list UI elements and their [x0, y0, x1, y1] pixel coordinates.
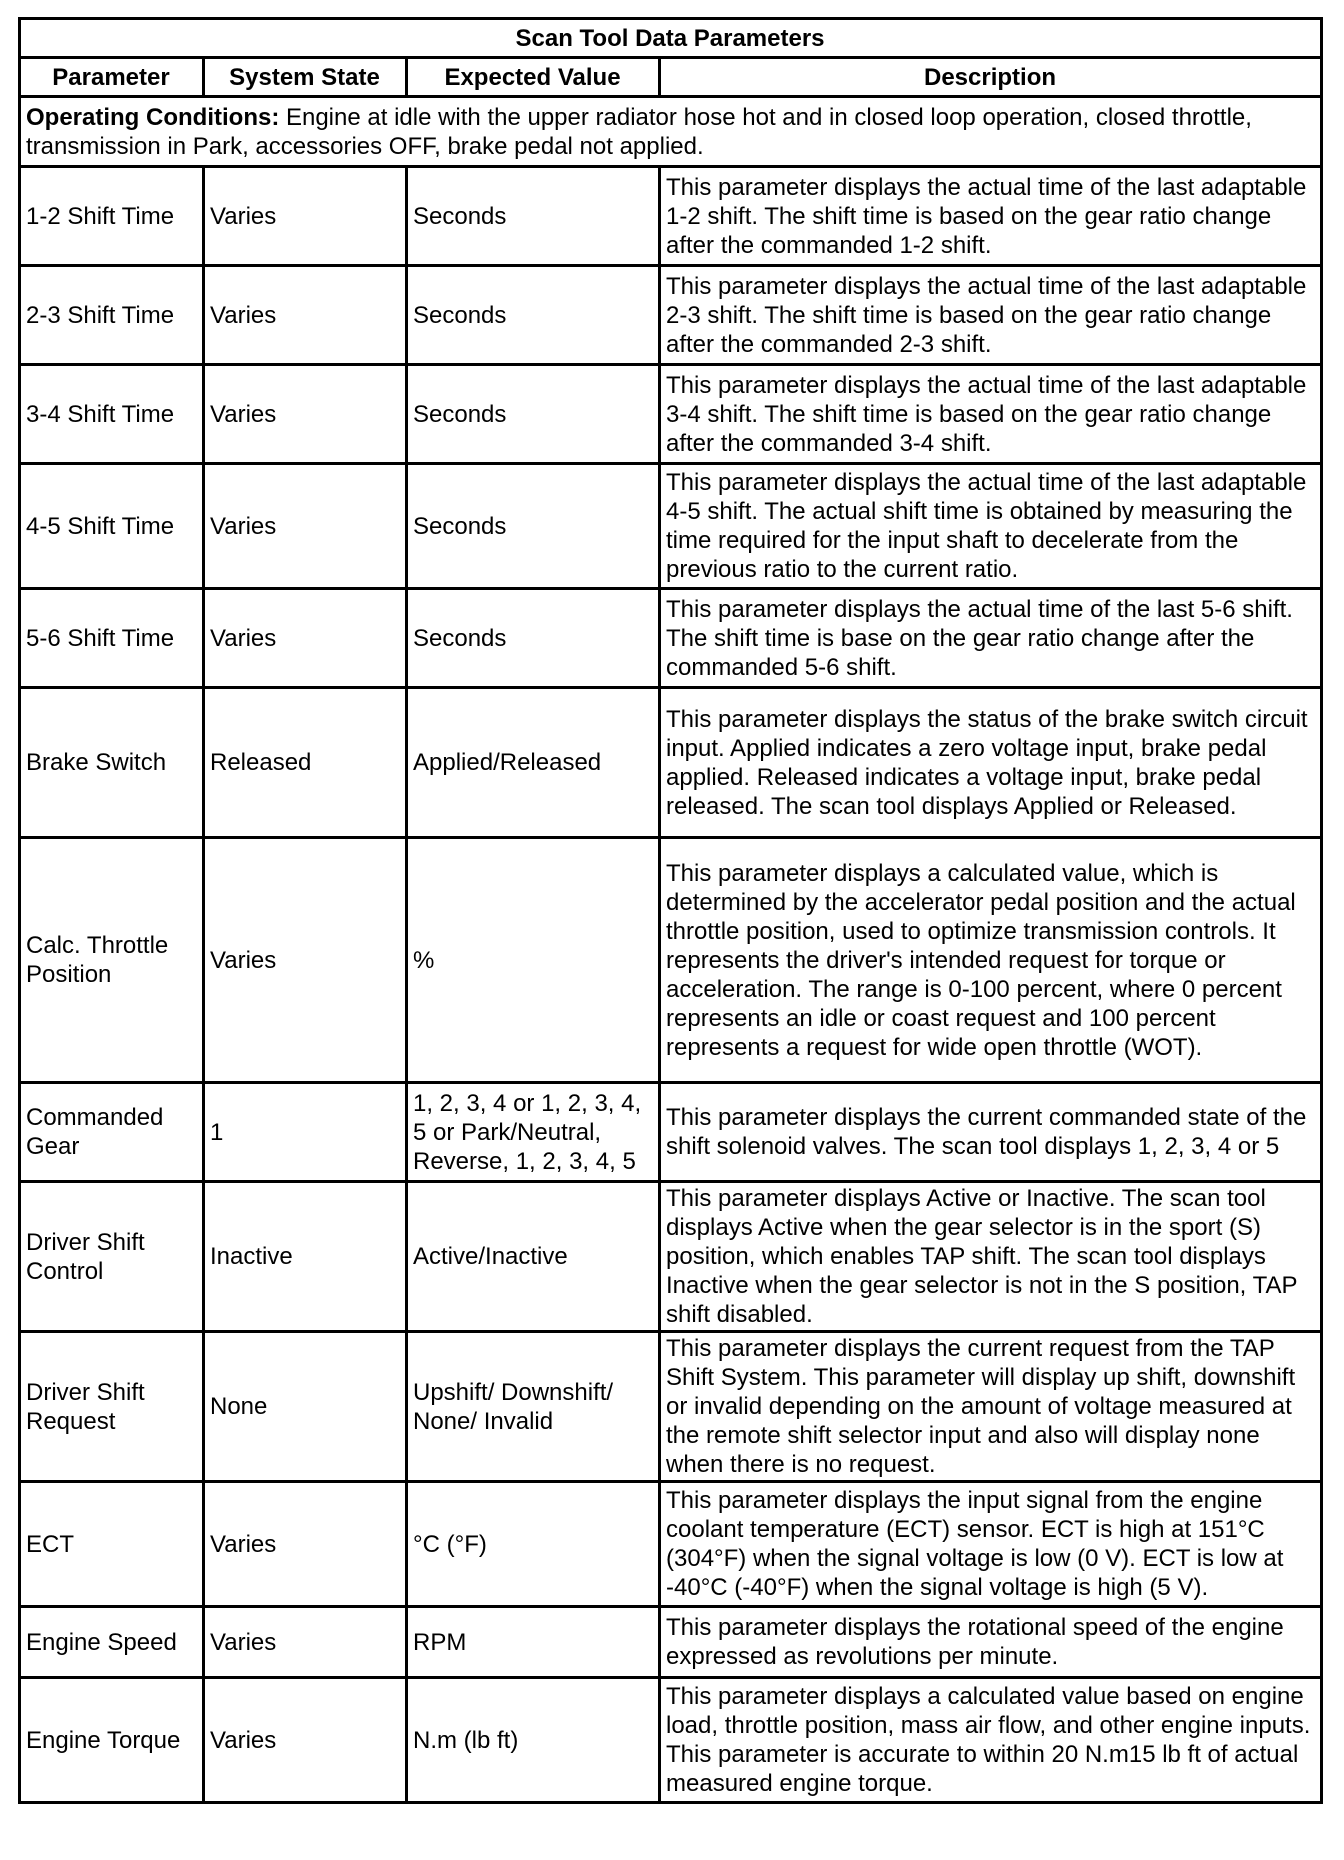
- cell-parameter: 2-3 Shift Time: [20, 266, 204, 365]
- cell-parameter: 3-4 Shift Time: [20, 365, 204, 464]
- cell-system-state: Varies: [204, 589, 407, 688]
- table-row: [20, 1332, 1322, 1482]
- table-row: [20, 589, 1322, 688]
- cell-parameter: Brake Switch: [20, 688, 204, 838]
- cell-system-state: Inactive: [204, 1182, 407, 1332]
- table-row: [20, 838, 1322, 1083]
- cell-description: This parameter displays the actual time of the last adaptable 4-5 shift. The actual shift time is obtained by measuring the time required for the input shaft to decelerate from the previous ratio to the current ratio.: [660, 464, 1322, 589]
- cell-parameter: Engine Speed: [20, 1607, 204, 1678]
- cell-system-state: Varies: [204, 365, 407, 464]
- table-row: [20, 365, 1322, 464]
- header-expected-value: Expected Value: [407, 58, 660, 97]
- cell-parameter: Driver Shift Control: [20, 1182, 204, 1332]
- operating-conditions: [20, 97, 1322, 167]
- cell-description: This parameter displays the rotational speed of the engine expressed as revolutions per minute.: [660, 1607, 1322, 1678]
- cell-parameter: Engine Torque: [20, 1678, 204, 1803]
- cell-expected-value: Seconds: [407, 266, 660, 365]
- table-row: [20, 1482, 1322, 1607]
- cell-system-state: Varies: [204, 266, 407, 365]
- cell-system-state: Varies: [204, 838, 407, 1083]
- table-row: [20, 167, 1322, 266]
- cell-description: This parameter displays Active or Inactive. The scan tool displays Active when the gear selector is in the sport (S) position, which enables TAP shift. The scan tool displays Inactive when the gear selector is not in the S position, TAP shift disabled.: [660, 1182, 1322, 1332]
- table-row: [20, 464, 1322, 589]
- header-parameter: Parameter: [20, 58, 204, 97]
- cell-system-state: Varies: [204, 1482, 407, 1607]
- operating-conditions-row: [20, 97, 1322, 167]
- cell-parameter: Commanded Gear: [20, 1083, 204, 1182]
- cell-system-state: Varies: [204, 464, 407, 589]
- cell-description: This parameter displays the actual time of the last adaptable 2-3 shift. The shift time is based on the gear ratio change after the commanded 2-3 shift.: [660, 266, 1322, 365]
- operating-conditions-label: Operating Conditions:: [26, 104, 280, 131]
- cell-description: This parameter displays the actual time of the last adaptable 3-4 shift. The shift time is based on the gear ratio change after the commanded 3-4 shift.: [660, 365, 1322, 464]
- cell-system-state: Released: [204, 688, 407, 838]
- scan-tool-data-table: [18, 17, 1323, 1804]
- cell-description: This parameter displays a calculated value based on engine load, throttle position, mass air flow, and other engine inputs. This parameter is accurate to within 20 N.m15 lb ft of actual measured engine torque.: [660, 1678, 1322, 1803]
- cell-expected-value: %: [407, 838, 660, 1083]
- header-system-state: System State: [204, 58, 407, 97]
- cell-description: This parameter displays the actual time of the last 5-6 shift. The shift time is base on the gear ratio change after the commanded 5-6 shift.: [660, 589, 1322, 688]
- cell-parameter: ECT: [20, 1482, 204, 1607]
- table-title-row: [20, 19, 1322, 58]
- cell-expected-value: Seconds: [407, 167, 660, 266]
- table-row: [20, 688, 1322, 838]
- cell-parameter: 5-6 Shift Time: [20, 589, 204, 688]
- cell-description: This parameter displays the actual time of the last adaptable 1-2 shift. The shift time is based on the gear ratio change after the commanded 1-2 shift.: [660, 167, 1322, 266]
- cell-expected-value: Seconds: [407, 589, 660, 688]
- cell-expected-value: Seconds: [407, 464, 660, 589]
- cell-expected-value: Upshift/ Downshift/ None/ Invalid: [407, 1332, 660, 1482]
- cell-expected-value: N.m (lb ft): [407, 1678, 660, 1803]
- table-row: [20, 1182, 1322, 1332]
- table-row: [20, 266, 1322, 365]
- cell-system-state: Varies: [204, 1678, 407, 1803]
- cell-system-state: None: [204, 1332, 407, 1482]
- cell-expected-value: °C (°F): [407, 1482, 660, 1607]
- header-description: Description: [660, 58, 1322, 97]
- cell-parameter: Calc. Throttle Position: [20, 838, 204, 1083]
- cell-expected-value: Active/Inactive: [407, 1182, 660, 1332]
- cell-system-state: Varies: [204, 167, 407, 266]
- table-row: [20, 1083, 1322, 1182]
- cell-parameter: 1-2 Shift Time: [20, 167, 204, 266]
- cell-expected-value: Applied/Released: [407, 688, 660, 838]
- table-header-row: [20, 58, 1322, 97]
- cell-description: This parameter displays the current commanded state of the shift solenoid valves. The scan tool displays 1, 2, 3, 4 or 5: [660, 1083, 1322, 1182]
- cell-expected-value: RPM: [407, 1607, 660, 1678]
- table-row: [20, 1678, 1322, 1803]
- cell-description: This parameter displays the input signal from the engine coolant temperature (ECT) sensor. ECT is high at 151°C (304°F) when the signal voltage is low (0 V). ECT is low at -40°C (-40°F) when the signal voltage is high (5 V).: [660, 1482, 1322, 1607]
- operating-conditions-text: Engine at idle with the upper radiator hose hot and in closed loop operation, closed throttle, transmission in Park, accessories OFF, brake pedal not applied.: [26, 104, 1252, 160]
- cell-system-state: Varies: [204, 1607, 407, 1678]
- cell-description: This parameter displays a calculated value, which is determined by the accelerator pedal position and the actual throttle position, used to optimize transmission controls. It represents the driver's intended request for torque or acceleration. The range is 0-100 percent, where 0 percent represents an idle or coast request and 100 percent represents a request for wide open throttle (WOT).: [660, 838, 1322, 1083]
- cell-system-state: 1: [204, 1083, 407, 1182]
- table-title: Scan Tool Data Parameters: [20, 19, 1322, 58]
- cell-expected-value: Seconds: [407, 365, 660, 464]
- cell-description: This parameter displays the current request from the TAP Shift System. This parameter will display up shift, downshift or invalid depending on the amount of voltage measured at the remote shift selector input and also will display none when there is no request.: [660, 1332, 1322, 1482]
- cell-expected-value: 1, 2, 3, 4 or 1, 2, 3, 4, 5 or Park/Neutral, Reverse, 1, 2, 3, 4, 5: [407, 1083, 660, 1182]
- cell-parameter: Driver Shift Request: [20, 1332, 204, 1482]
- table-row: [20, 1607, 1322, 1678]
- cell-parameter: 4-5 Shift Time: [20, 464, 204, 589]
- cell-description: This parameter displays the status of the brake switch circuit input. Applied indicates a zero voltage input, brake pedal applied. Released indicates a voltage input, brake pedal released. The scan tool displays Applied or Released.: [660, 688, 1322, 838]
